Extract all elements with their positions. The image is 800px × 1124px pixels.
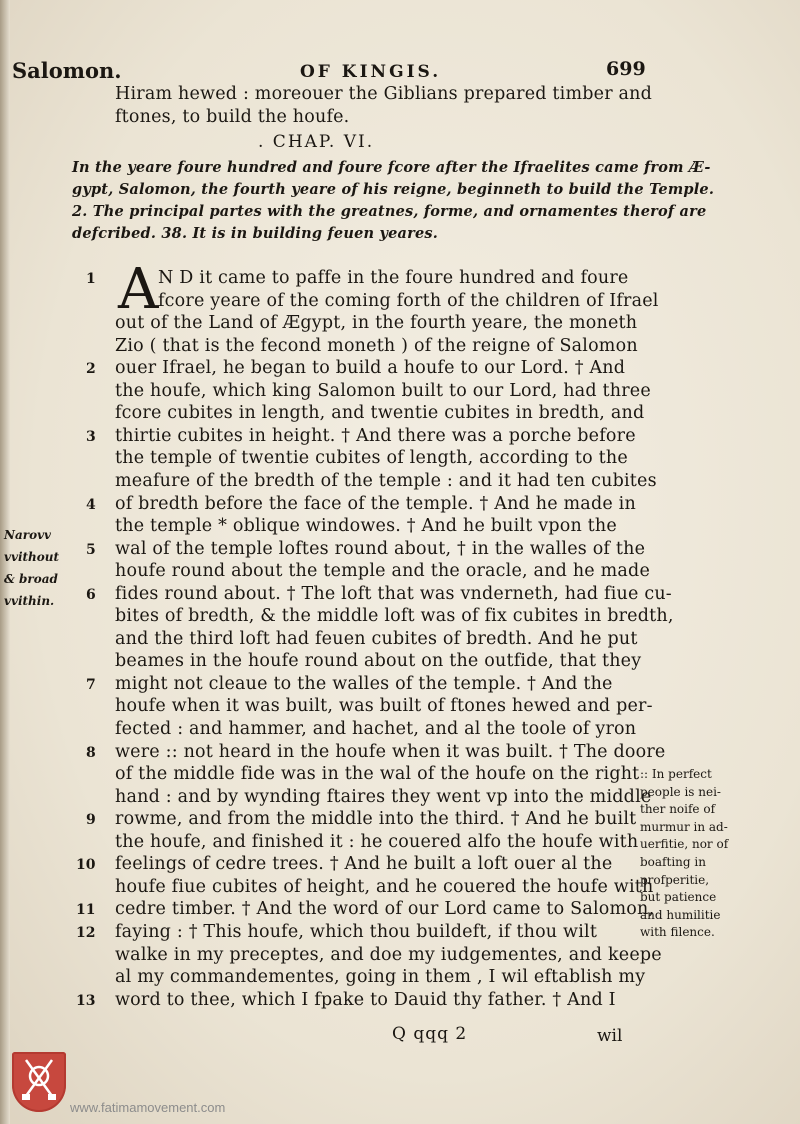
right-note-line: with filence. bbox=[640, 925, 715, 940]
page-number: 699 bbox=[606, 58, 646, 80]
body-line: of the middle fide was in the wal of the houfe on the right bbox=[115, 764, 640, 784]
top-line-1: Hiram hewed : moreouer the Giblians prepared timber and bbox=[115, 84, 653, 104]
body-line: might not cleaue to the walles of the temple. † And the bbox=[115, 674, 613, 694]
body-line: word to thee, which I fpake to Dauid thy father. † And I bbox=[115, 990, 616, 1010]
body-line: were :: not heard in the houfe when it was built. † The doore bbox=[115, 742, 666, 762]
summary-line-2: gypt, Salomon, the fourth yeare of his reigne, beginneth to build the Temple. bbox=[72, 181, 715, 198]
right-note-line: :: In perfect bbox=[640, 767, 712, 781]
drop-cap: A bbox=[118, 257, 159, 322]
top-line-2: ftones, to build the houfe. bbox=[115, 107, 350, 127]
body-line: houfe fiue cubites of height, and he couered the houfe with bbox=[115, 877, 654, 897]
summary-line-4: defcribed. 38. It is in building feuen yeares. bbox=[72, 225, 439, 242]
verse-number: 7 bbox=[86, 677, 96, 693]
body-line: out of the Land of Ægypt, in the fourth yeare, the moneth bbox=[115, 313, 638, 333]
summary-line-1: In the yeare foure hundred and foure fcore after the Ifraelites came from Æ- bbox=[72, 159, 711, 176]
body-line: fcore yeare of the coming forth of the children of Ifrael bbox=[158, 291, 659, 311]
verse-number: 1 bbox=[86, 271, 96, 287]
body-line: the temple of twentie cubites of length, according to the bbox=[115, 448, 628, 468]
body-line: fected : and hammer, and hachet, and al the toole of yron bbox=[115, 719, 637, 739]
right-note-line: but patience bbox=[640, 890, 717, 905]
body-line: faying : † This houfe, which thou buildeft, if thou wilt bbox=[115, 922, 598, 942]
right-note-line: profperitie, bbox=[640, 872, 710, 887]
site-url[interactable]: www.fatimamovement.com bbox=[70, 1100, 226, 1115]
verse-number: 4 bbox=[86, 497, 96, 513]
left-note-line: vvithout bbox=[4, 550, 60, 564]
verse-number: 13 bbox=[76, 993, 96, 1009]
verse-number: 5 bbox=[86, 542, 96, 558]
body-line: the houfe, which king Salomon built to our Lord, had three bbox=[115, 381, 651, 401]
left-note-line: & broad bbox=[4, 572, 58, 586]
body-line: Zio ( that is the fecond moneth ) of the reigne of Salomon bbox=[115, 336, 638, 356]
body-line: meafure of the bredth of the temple : and it had ten cubites bbox=[115, 471, 657, 491]
chapter-title: . CHAP. VI. bbox=[258, 132, 375, 152]
right-note-line: murmur in ad- bbox=[640, 819, 728, 834]
verse-number: 3 bbox=[86, 429, 96, 445]
body-line: N D it came to paffe in the foure hundred and foure bbox=[158, 268, 629, 288]
body-line: the houfe, and finished it : he couered alfo the houfe with bbox=[115, 832, 639, 852]
body-line: ouer Ifrael, he began to build a houfe to our Lord. † And bbox=[115, 358, 626, 378]
verse-number: 8 bbox=[86, 745, 96, 761]
body-line: wal of the temple loftes round about, † in the walles of the bbox=[115, 539, 646, 559]
signature-mark: Q qqq 2 bbox=[392, 1024, 468, 1044]
verse-number: 11 bbox=[76, 902, 96, 918]
right-note-line: uerfitie, nor of bbox=[640, 837, 729, 852]
verse-number: 9 bbox=[86, 812, 96, 828]
body-line: feelings of cedre trees. † And he built a loft ouer al the bbox=[115, 854, 613, 874]
body-line: rowme, and from the middle into the third. † And he built bbox=[115, 809, 637, 829]
verse-number: 12 bbox=[76, 925, 96, 941]
right-note-line: people is nei- bbox=[640, 784, 721, 799]
right-note-line: and humilitie bbox=[640, 907, 721, 922]
verse-number: 6 bbox=[86, 587, 96, 603]
right-note-line: ther noife of bbox=[640, 802, 716, 817]
body-line: bites of bredth, & the middle loft was of fix cubites in bredth, bbox=[115, 606, 674, 626]
body-line: walke in my preceptes, and doe my iudgementes, and keepe bbox=[115, 945, 662, 965]
summary-line-3: 2. The principal partes with the greatnes, forme, and ornamentes therof are bbox=[72, 203, 707, 220]
left-note-line: Narovv bbox=[4, 528, 52, 542]
left-note-line: vvithin. bbox=[4, 594, 55, 608]
running-head-left: Salomon. bbox=[12, 58, 122, 83]
body-line: al my commandementes, going in them , I wil eftablish my bbox=[115, 967, 646, 987]
body-line: hand : and by wynding ftaires they went vp into the middle bbox=[115, 787, 652, 807]
body-line: fides round about. † The loft that was vnderneth, had fiue cu- bbox=[115, 584, 672, 604]
seal-logo bbox=[12, 1052, 66, 1112]
body-line: thirtie cubites in height. † And there was a porche before bbox=[115, 426, 636, 446]
body-line: houfe round about the temple and the oracle, and he made bbox=[115, 561, 650, 581]
body-line: cedre timber. † And the word of our Lord came to Salomon, bbox=[115, 899, 655, 919]
body-line: and the third loft had feuen cubites of bredth. And he put bbox=[115, 629, 638, 649]
right-note-line: boafting in bbox=[640, 855, 706, 869]
verse-number: 2 bbox=[86, 361, 96, 377]
body-line: the temple * oblique windowes. † And he built vpon the bbox=[115, 516, 617, 536]
body-line: beames in the houfe round about on the outfide, that they bbox=[115, 651, 642, 671]
running-head-center: OF KINGIS. bbox=[300, 62, 442, 82]
body-line: houfe when it was built, was built of ftones hewed and per- bbox=[115, 696, 653, 716]
catchword: wil bbox=[597, 1026, 623, 1046]
body-line: of bredth before the face of the temple. † And he made in bbox=[115, 494, 636, 514]
keys-icon bbox=[12, 1052, 66, 1112]
verse-number: 10 bbox=[76, 857, 96, 873]
body-line: fcore cubites in length, and twentie cubites in bredth, and bbox=[115, 403, 645, 423]
